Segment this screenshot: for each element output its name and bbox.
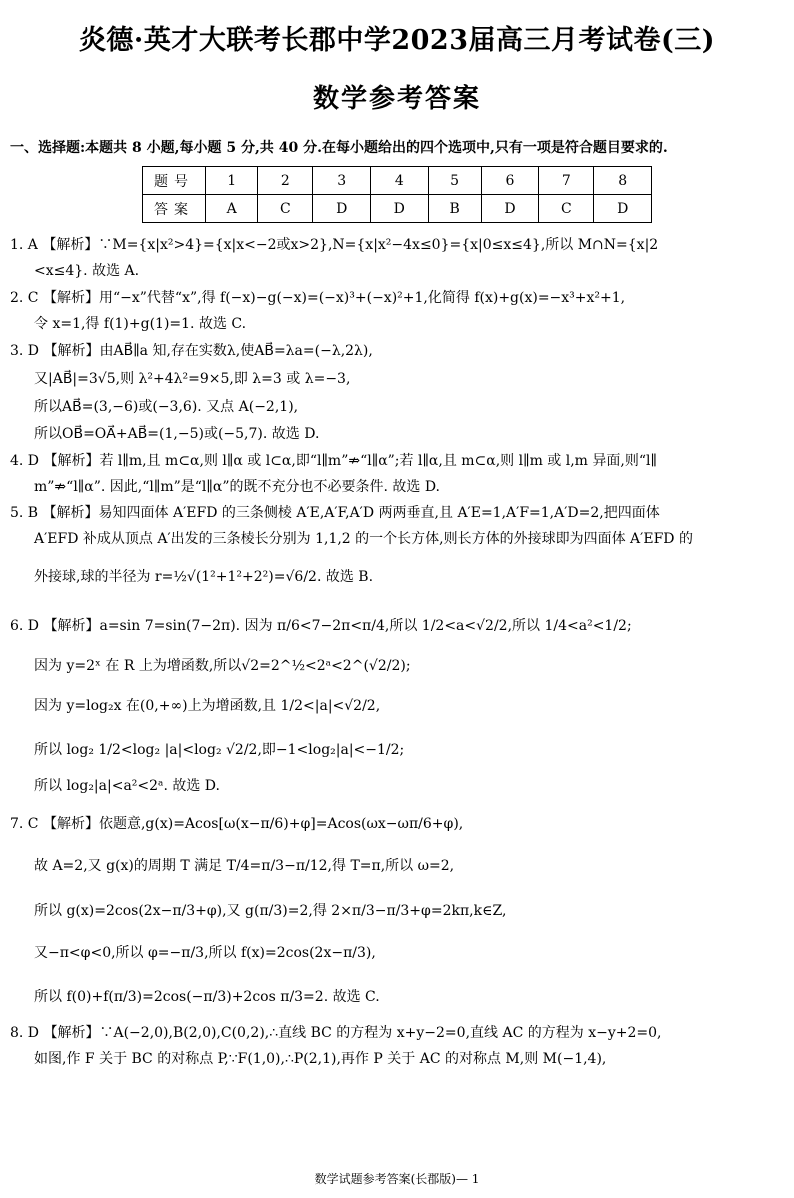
solution-3-line-1: 3. D 【解析】由AB⃗∥a 知,存在实数λ,使AB⃗=λa=(−λ,2λ), bbox=[10, 343, 373, 359]
answer-table-answer-row bbox=[143, 195, 652, 223]
section-heading: 一、选择题:本题共 8 小题,每小题 5 分,共 40 分.在每小题给出的四个选项中,只有一项是符合题目要求的. bbox=[10, 140, 668, 156]
table-cell-number: 3 bbox=[313, 167, 371, 195]
table-cell-answer: B bbox=[428, 195, 481, 223]
table-cell-number: 2 bbox=[258, 167, 313, 195]
solution-2-line-2: 令 x=1,得 f(1)+g(1)=1. 故选 C. bbox=[34, 316, 247, 332]
table-cell-answer: D bbox=[313, 195, 371, 223]
solution-3-line-2: 又|AB⃗|=3√5,则 λ²+4λ²=9×5,即 λ=3 或 λ=−3, bbox=[34, 371, 351, 387]
solution-7-line-1: 7. C 【解析】依题意,g(x)=Acos[ω(x−π/6)+φ]=Acos(ωx−ωπ/6+φ), bbox=[10, 816, 464, 832]
page-footer: 数学试题参考答案(长郡版)— 1 bbox=[314, 1172, 480, 1186]
solution-5-line-2: A′EFD 补成从顶点 A′出发的三条棱长分别为 1,1,2 的一个长方体,则长方体的外接球即为四面体 A′EFD 的 bbox=[34, 531, 693, 547]
table-cell-number: 8 bbox=[594, 167, 652, 195]
solution-6-line-3: 因为 y=log₂x 在(0,+∞)上为增函数,且 1/2<|a|<√2/2, bbox=[34, 698, 381, 714]
solution-7-line-5: 所以 f(0)+f(π/3)=2cos(−π/3)+2cos π/3=2. 故选 C. bbox=[34, 989, 380, 1005]
table-cell-answer: C bbox=[539, 195, 594, 223]
table-header-answer: 答案 bbox=[143, 195, 206, 223]
solution-6-line-2: 因为 y=2ˣ 在 R 上为增函数,所以√2=2^½<2ᵃ<2^(√2/2); bbox=[34, 658, 411, 674]
solution-4-line-2: m”⇏“l∥α”. 因此,“l∥m”是“l∥α”的既不充分也不必要条件. 故选 D. bbox=[34, 479, 440, 495]
table-cell-number: 6 bbox=[481, 167, 539, 195]
table-cell-answer: A bbox=[206, 195, 258, 223]
table-cell-number: 4 bbox=[371, 167, 429, 195]
solution-6-line-5: 所以 log₂|a|<a²<2ᵃ. 故选 D. bbox=[34, 778, 220, 794]
document-subtitle: 数学参考答案 bbox=[312, 84, 481, 114]
solution-5-line-3: 外接球,球的半径为 r=½√(1²+1²+2²)=√6/2. 故选 B. bbox=[34, 569, 374, 585]
table-cell-number: 7 bbox=[539, 167, 594, 195]
table-cell-answer: D bbox=[481, 195, 539, 223]
document-title: 炎德·英才大联考长郡中学2023届高三月考试卷(三) bbox=[78, 25, 716, 56]
solution-3-line-3: 所以AB⃗=(3,−6)或(−3,6). 又点 A(−2,1), bbox=[34, 399, 299, 415]
solution-4-line-1: 4. D 【解析】若 l∥m,且 m⊂α,则 l∥α 或 l⊂α,即“l∥m”⇏“l∥α”;若 l∥α,且 m⊂α,则 l∥m 或 l,m 异面,则“l∥ bbox=[10, 453, 657, 469]
solution-1-line-2: <x≤4}. 故选 A. bbox=[34, 263, 140, 279]
table-cell-answer: C bbox=[258, 195, 313, 223]
solution-8-line-2: 如图,作 F 关于 BC 的对称点 P,∵F(1,0),∴P(2,1),再作 P 关于 AC 的对称点 M,则 M(−1,4), bbox=[34, 1051, 607, 1067]
table-cell-number: 5 bbox=[428, 167, 481, 195]
answer-table-number-row bbox=[143, 167, 652, 195]
table-cell-answer: D bbox=[371, 195, 429, 223]
solution-7-line-2: 故 A=2,又 g(x)的周期 T 满足 T/4=π/3−π/12,得 T=π,所以 ω=2, bbox=[34, 858, 455, 874]
table-header-number: 题号 bbox=[143, 167, 206, 195]
solution-6-line-4: 所以 log₂ 1/2<log₂ |a|<log₂ √2/2,即−1<log₂|a|<−1/2; bbox=[34, 742, 405, 758]
solution-1-line-1: 1. A 【解析】∵M={x|x²>4}={x|x<−2或x>2},N={x|x²−4x≤0}={x|0≤x≤4},所以 M∩N={x|2 bbox=[10, 237, 659, 253]
answer-table bbox=[142, 166, 652, 223]
solution-6-line-1: 6. D 【解析】a=sin 7=sin(7−2π). 因为 π/6<7−2π<π/4,所以 1/2<a<√2/2,所以 1/4<a²<1/2; bbox=[10, 618, 632, 634]
solution-3-line-4: 所以OB⃗=OA⃗+AB⃗=(1,−5)或(−5,7). 故选 D. bbox=[34, 426, 320, 442]
table-cell-number: 1 bbox=[206, 167, 258, 195]
table-cell-answer: D bbox=[594, 195, 652, 223]
solution-7-line-4: 又−π<φ<0,所以 φ=−π/3,所以 f(x)=2cos(2x−π/3), bbox=[34, 945, 376, 961]
solution-8-line-1: 8. D 【解析】∵A(−2,0),B(2,0),C(0,2),∴直线 BC 的方程为 x+y−2=0,直线 AC 的方程为 x−y+2=0, bbox=[10, 1025, 662, 1041]
solution-5-line-1: 5. B 【解析】易知四面体 A′EFD 的三条侧棱 A′E,A′F,A′D 两两垂直,且 A′E=1,A′F=1,A′D=2,把四面体 bbox=[10, 505, 660, 521]
solution-2-line-1: 2. C 【解析】用“−x”代替“x”,得 f(−x)−g(−x)=(−x)³+(−x)²+1,化简得 f(x)+g(x)=−x³+x²+1, bbox=[10, 290, 626, 306]
solution-7-line-3: 所以 g(x)=2cos(2x−π/3+φ),又 g(π/3)=2,得 2×π/3−π/3+φ=2kπ,k∈Z, bbox=[34, 903, 507, 919]
